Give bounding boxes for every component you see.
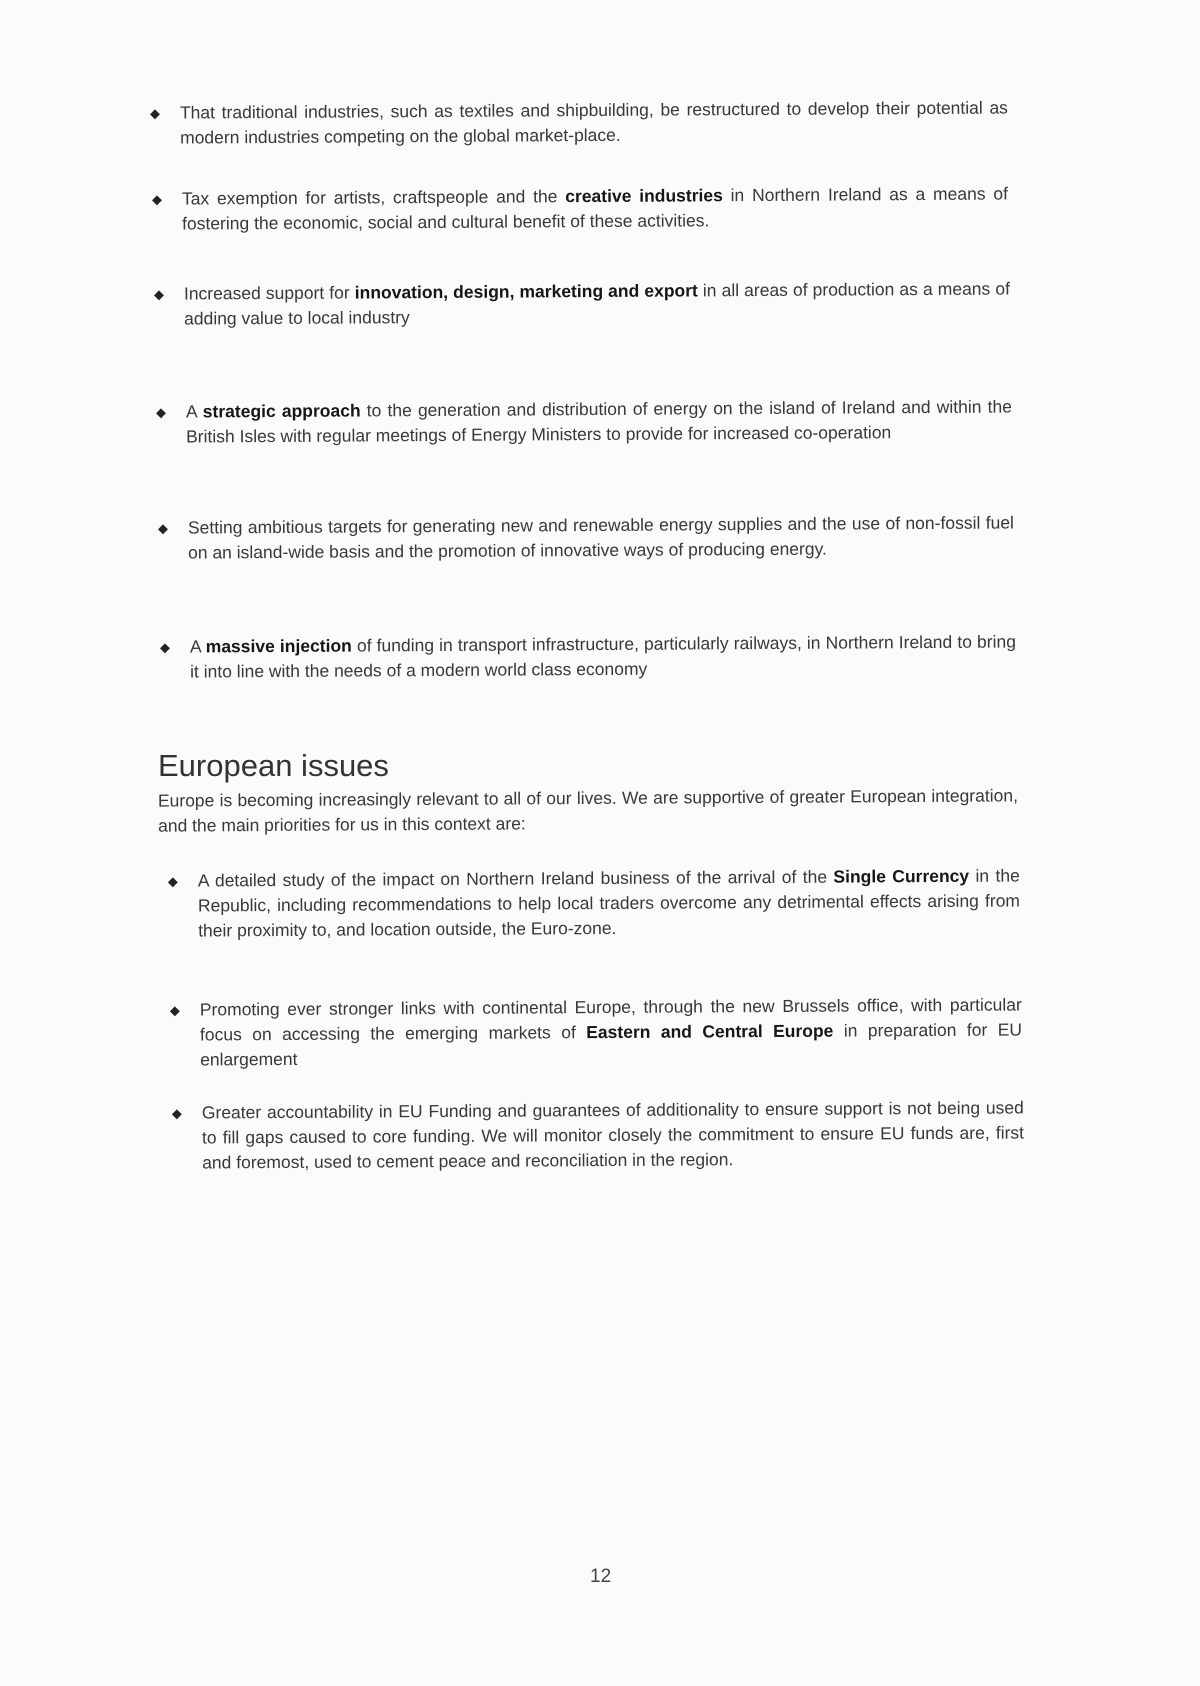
bullet-item-single-currency: ◆ A detailed study of the impact on Northern Ireland business of the arrival of the Single Currency in the Republic, including recommendations to help local traders overcome any detrimental effects arising from their proximity to, and location outside, the Euro-zone. bbox=[167, 865, 1021, 941]
bullet-icon: ◆ bbox=[151, 191, 162, 207]
section-intro: Europe is becoming increasingly relevant to all of our lives. We are supportive of greater European integration, and the main priorities for us in this context are: bbox=[157, 785, 1018, 836]
bullet-icon: ◆ bbox=[171, 1105, 182, 1121]
bullet-item-transport-funding: ◆ A massive injection of funding in transport infrastructure, particularly railways, in Northern Ireland to bring it into line with the needs of a modern world class economy bbox=[159, 631, 1016, 682]
bullet-item-continental-links: ◆ Promoting ever stronger links with continental Europe, through the new Brussels office, with particular focus on accessing the emerging markets of Eastern and Central Europe in preparation for EU enlargement bbox=[169, 994, 1023, 1070]
section-heading-european-issues: European issues bbox=[158, 748, 389, 783]
bullet-item-tax-exemption: ◆ Tax exemption for artists, craftspeople and the creative industries in Northern Ireland as a means of fostering the economic, social and cultural benefit of these activities. bbox=[151, 183, 1008, 234]
bullet-icon: ◆ bbox=[167, 873, 178, 889]
bullet-icon: ◆ bbox=[153, 286, 164, 302]
bullet-item-traditional-industries: ◆ That traditional industries, such as textiles and shipbuilding, be restructured to develop their potential as modern industries competing on the global market-place. bbox=[149, 97, 1008, 148]
bullet-item-renewable-targets: ◆ Setting ambitious targets for generating new and renewable energy supplies and the use of non-fossil fuel on an island-wide basis and the promotion of innovative ways of producing energy. bbox=[157, 512, 1014, 563]
bullet-icon: ◆ bbox=[169, 1002, 180, 1018]
bullet-item-innovation-support: ◆ Increased support for innovation, design, marketing and export in all areas of production as a means of adding value to local industry bbox=[153, 278, 1010, 329]
bullet-icon: ◆ bbox=[155, 404, 166, 420]
bullet-item-strategic-energy: ◆ A strategic approach to the generation and distribution of energy on the island of Ireland and within the British Isles with regular meetings of Energy Ministers to provide for increased co-operation bbox=[155, 396, 1012, 447]
bullet-icon: ◆ bbox=[159, 639, 170, 655]
bullet-icon: ◆ bbox=[157, 520, 168, 536]
bullet-icon: ◆ bbox=[149, 105, 160, 121]
page-number: 12 bbox=[590, 1566, 612, 1587]
bullet-item-eu-accountability: ◆ Greater accountability in EU Funding and guarantees of additionality to ensure support is not being used to fill gaps caused to core funding. We will monitor closely the commitment to ensure EU funds are, first and foremost, used to cement peace and reconciliation in the region. bbox=[171, 1097, 1025, 1173]
